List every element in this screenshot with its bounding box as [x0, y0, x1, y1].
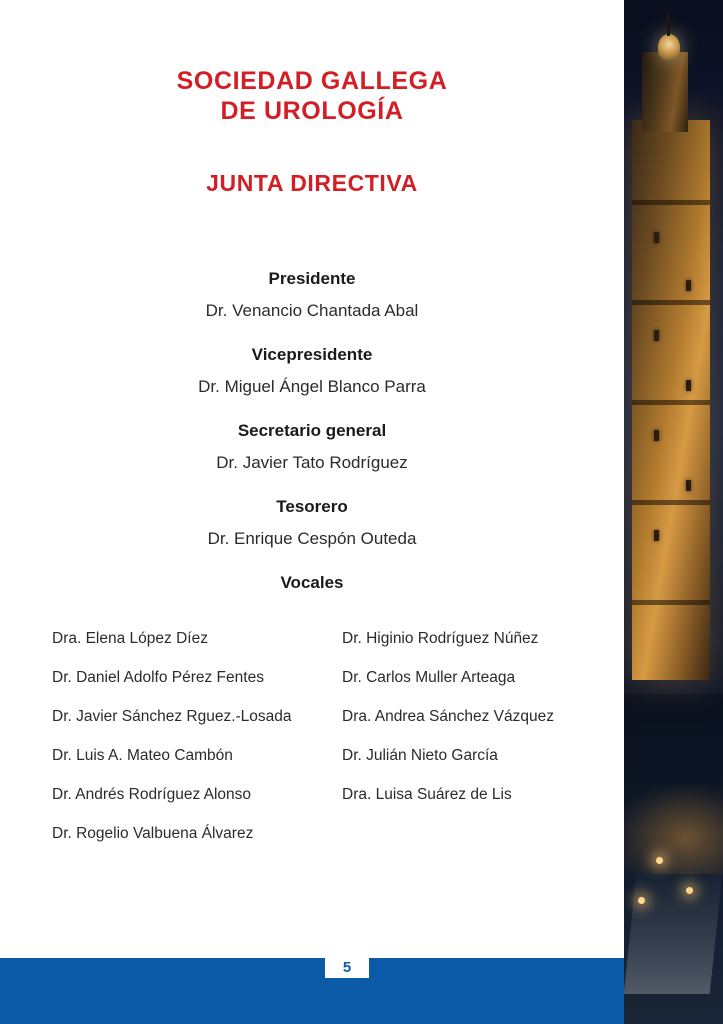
street-light: [638, 897, 645, 904]
role-person-secretario-general: Dr. Javier Tato Rodríguez: [216, 453, 408, 472]
tower-photo: [624, 0, 723, 1024]
board-roles: [0, 269, 624, 593]
section-subtitle: JUNTA DIRECTIVA: [206, 170, 418, 196]
role-person-presidente: Dr. Venancio Chantada Abal: [205, 301, 419, 320]
list-item: [342, 814, 604, 853]
tower-window: [686, 480, 691, 491]
role-label-vocales: Vocales: [280, 573, 344, 592]
role-label-vicepresidente: Vicepresidente: [251, 345, 373, 364]
list-item: Dr. Carlos Muller Arteaga: [342, 669, 516, 686]
lighthouse-lamp: [658, 34, 680, 60]
role-label-presidente: Presidente: [268, 269, 356, 288]
vocales-list: [0, 619, 624, 853]
walkway: [624, 874, 722, 994]
role-label-tesorero: Tesorero: [276, 497, 348, 516]
lighthouse-tower-top: [642, 52, 688, 132]
list-item: Dra. Elena López Díez: [52, 630, 208, 647]
role-person-vicepresidente: Dr. Miguel Ángel Blanco Parra: [198, 377, 426, 396]
list-item: Dr. Luis A. Mateo Cambón: [52, 747, 233, 764]
lighthouse-spire: [667, 14, 670, 36]
tower-window: [686, 280, 691, 291]
street-light: [656, 857, 663, 864]
tower-band: [632, 600, 710, 605]
list-item: Dr. Daniel Adolfo Pérez Fentes: [52, 669, 264, 686]
tower-window: [654, 430, 659, 441]
ground-glow: [624, 784, 723, 874]
tower-band: [632, 300, 710, 305]
street-light: [686, 887, 693, 894]
org-title-line-1: SOCIEDAD GALLEGA: [176, 67, 448, 95]
list-item: Dr. Higinio Rodríguez Núñez: [342, 630, 539, 647]
tower-window: [654, 530, 659, 541]
list-item: Dr. Andrés Rodríguez Alonso: [52, 786, 252, 803]
list-item: Dr. Javier Sánchez Rguez.-Losada: [52, 708, 292, 725]
list-item: Dr. Julián Nieto García: [342, 747, 498, 764]
list-item: Dra. Andrea Sánchez Vázquez: [342, 708, 554, 725]
footer-bar: [0, 958, 624, 1024]
title-block: [0, 66, 624, 197]
tower-window: [654, 232, 659, 243]
tower-window: [686, 380, 691, 391]
org-title-line-2: DE UROLOGÍA: [220, 97, 404, 125]
list-item: Dra. Luisa Suárez de Lis: [342, 786, 512, 803]
page-number: 5: [342, 959, 352, 976]
role-person-tesorero: Dr. Enrique Cespón Outeda: [207, 529, 417, 548]
list-item: Dr. Rogelio Valbuena Álvarez: [52, 825, 254, 842]
tower-band: [632, 400, 710, 405]
tower-band: [632, 500, 710, 505]
tower-band: [632, 200, 710, 205]
tower-window: [654, 330, 659, 341]
role-label-secretario-general: Secretario general: [237, 421, 387, 440]
